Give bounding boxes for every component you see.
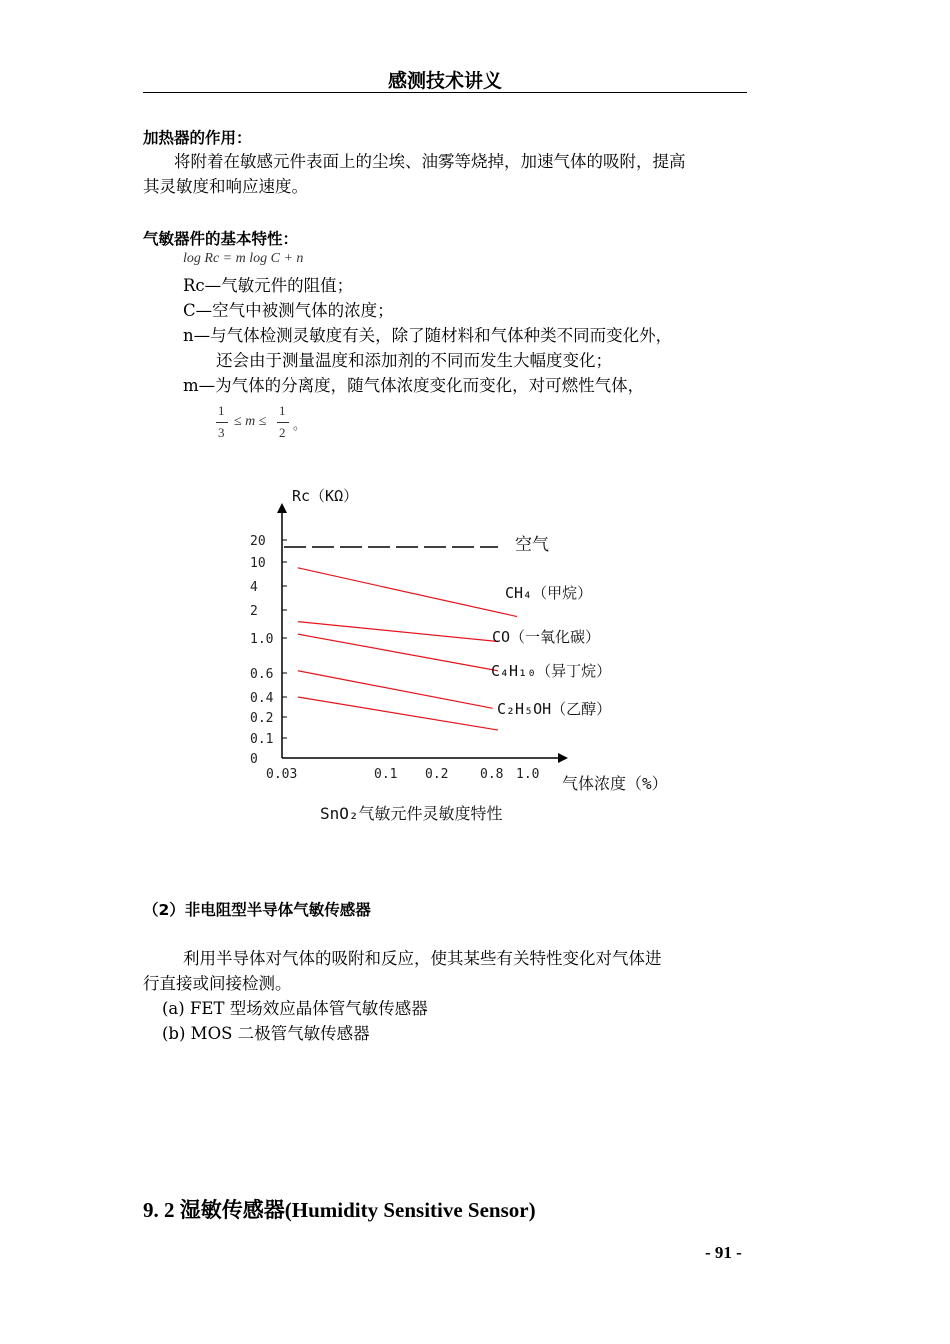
range-operator: ≤ m ≤ — [234, 414, 267, 429]
y-tick-label: 0.1 — [250, 732, 274, 747]
x-tick-label: 0.03 — [266, 767, 298, 782]
formula: log Rc = m log C + n — [183, 251, 304, 266]
y-axis-arrow — [277, 503, 287, 513]
def-m: m—为气体的分离度，随气体浓度变化而变化，对可燃性气体， — [183, 376, 645, 395]
nonresistive-heading: （2）非电阻型半导体气敏传感器 — [143, 901, 371, 919]
y-tick-label: 4 — [250, 580, 258, 595]
page-number: - 91 - — [705, 1243, 742, 1262]
series-line — [298, 671, 493, 709]
chart-caption: SnO₂气敏元件灵敏度特性 — [320, 804, 503, 823]
x-axis-title: 气体浓度（%） — [562, 774, 668, 793]
series-line — [298, 568, 517, 617]
page-header-title: 感测技术讲义 — [387, 70, 502, 92]
def-rc: Rc—气敏元件的阻值； — [183, 276, 354, 295]
y-tick-label: 0.4 — [250, 691, 274, 706]
frac1-num: 1 — [218, 403, 225, 418]
series-label: C₂H₅OH（乙醇） — [497, 700, 612, 718]
y-axis-title: Rc（KΩ） — [292, 487, 359, 505]
y-tick-label: 2 — [250, 604, 258, 619]
nonresistive-text-line2: 行直接或间接检测。 — [143, 974, 292, 993]
y-tick-label: 0.6 — [250, 667, 274, 682]
y-tick-label: 10 — [250, 556, 266, 571]
series-line — [298, 697, 498, 730]
x-tick-label: 0.8 — [480, 767, 504, 782]
range-period: 。 — [293, 417, 307, 432]
list-item-fet: (a) FET 型场效应晶体管气敏传感器 — [162, 999, 428, 1018]
frac1-den: 3 — [218, 425, 225, 440]
series-label: C₄H₁₀（异丁烷） — [491, 662, 612, 680]
y-tick-label: 1.0 — [250, 632, 274, 647]
y-tick-label: 0 — [250, 752, 258, 767]
y-tick-label: 20 — [250, 534, 266, 549]
series-label: CO（一氧化碳） — [492, 628, 601, 646]
heater-heading: 加热器的作用： — [143, 129, 252, 147]
list-item-mos: (b) MOS 二极管气敏传感器 — [162, 1024, 370, 1043]
series-line — [298, 622, 498, 642]
x-tick-label: 0.1 — [374, 767, 398, 782]
x-tick-label: 1.0 — [516, 767, 540, 782]
nonresistive-text-line1: 利用半导体对气体的吸附和反应，使其某些有关特性变化对气体进 — [183, 949, 662, 968]
series-line — [298, 634, 498, 671]
def-n-line2: 还会由于测量温度和添加剂的不同而发生大幅度变化； — [216, 351, 612, 370]
def-n-line1: n—与气体检测灵敏度有关，除了随材料和气体种类不同而变化外， — [183, 326, 673, 345]
characteristics-heading: 气敏器件的基本特性： — [143, 230, 299, 248]
y-tick-label: 0.2 — [250, 711, 274, 726]
section-title: 9. 2 湿敏传感器(Humidity Sensitive Sensor) — [143, 1198, 536, 1222]
series-label: CH₄（甲烷） — [505, 584, 593, 602]
heater-text-line1: 将附着在敏感元件表面上的尘埃、油雾等烧掉，加速气体的吸附，提高 — [174, 152, 686, 171]
x-tick-label: 0.2 — [425, 767, 449, 782]
frac2-den: 2 — [279, 425, 286, 440]
def-c: C—空气中被测气体的浓度； — [183, 301, 394, 320]
x-axis-arrow — [558, 753, 568, 763]
series-label: 空气 — [515, 535, 549, 555]
frac2-num: 1 — [279, 403, 286, 418]
heater-text-line2: 其灵敏度和响应速度。 — [143, 177, 308, 196]
